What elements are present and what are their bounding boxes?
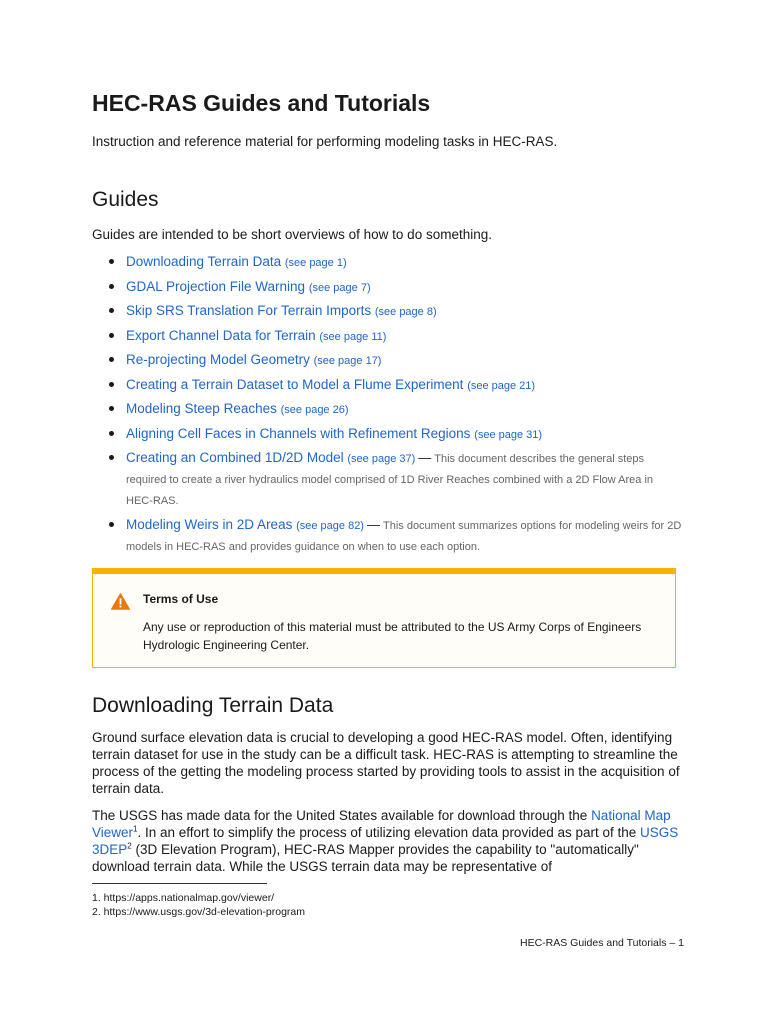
list-item (92, 277, 682, 298)
terms-title: Terms of Use (143, 592, 219, 606)
list-item (92, 375, 682, 396)
footnote: 2. https://www.usgs.gov/3d-elevation-program (92, 906, 306, 918)
list-item (92, 326, 682, 347)
page-ref-link[interactable]: (see page 31) (474, 428, 543, 441)
list-item (92, 399, 682, 420)
section-heading: Downloading Terrain Data (92, 694, 334, 717)
page-ref-link[interactable]: (see page 82) (296, 519, 364, 532)
bullet-icon (109, 308, 114, 313)
bullet-icon (109, 382, 114, 387)
warning-icon (111, 593, 130, 610)
guide-link[interactable]: Modeling Weirs in 2D Areas (126, 516, 293, 532)
bullet-icon (109, 431, 114, 436)
footnote-ref[interactable]: 1 (133, 824, 138, 834)
guide-link[interactable]: Downloading Terrain Data (126, 254, 282, 269)
bullet-icon (109, 333, 114, 338)
bullet-icon (109, 284, 114, 289)
list-item (92, 424, 682, 445)
paragraph: Ground surface elevation data is crucial to developing a good HEC-RAS model. Often, identifying terrain dataset for use in the study can be a difficult task. HEC-RAS is attempting to streamline the process of the getting the modeling process started by providing tools to assist in the acquisition of terrain data. (92, 730, 680, 796)
guides-heading: Guides (92, 188, 159, 211)
guide-link[interactable]: Creating a Terrain Dataset to Model a Flume Experiment (126, 376, 464, 392)
page-ref-link[interactable]: (see page 26) (280, 404, 349, 416)
list-item (92, 448, 682, 511)
page-ref-link[interactable]: (see page 1) (284, 257, 347, 269)
paragraph-text: The USGS has made data for the United States available for download through the (92, 808, 592, 823)
guide-link[interactable]: Export Channel Data for Terrain (126, 327, 316, 343)
guide-description: This document summarizes options for modeling weirs for 2D models in HEC-RAS and provides guidance on when to use each option. (126, 519, 682, 553)
list-item (92, 252, 682, 273)
page-ref-link[interactable]: (see page 7) (308, 281, 371, 294)
dash-separator: — (366, 516, 380, 532)
list-item (92, 515, 682, 557)
page-footer: HEC-RAS Guides and Tutorials – 1 (520, 937, 684, 949)
footnote-divider (92, 883, 267, 884)
footnote: 1. https://apps.nationalmap.gov/viewer/ (92, 892, 275, 904)
intro-text: Instruction and reference material for performing modeling tasks in HEC-RAS. (92, 134, 558, 149)
usgs-3dep-link[interactable]: USGS 3DEP (92, 825, 679, 857)
page-ref-link[interactable]: (see page 17) (313, 355, 382, 367)
terms-of-use-box (92, 568, 676, 668)
page-ref-link[interactable]: (see page 21) (467, 379, 536, 392)
page-title: HEC-RAS Guides and Tutorials (92, 90, 431, 116)
guide-link[interactable]: Skip SRS Translation For Terrain Imports (126, 303, 372, 318)
paragraph (92, 807, 682, 875)
page-ref-link[interactable]: (see page 37) (347, 453, 416, 465)
page-ref-link[interactable]: (see page 11) (319, 330, 387, 343)
bullet-icon (109, 522, 114, 527)
bullet-icon (109, 406, 114, 411)
footnote-ref[interactable]: 2 (127, 841, 132, 851)
national-map-viewer-link[interactable]: National Map Viewer (92, 808, 671, 840)
list-item (92, 350, 682, 371)
paragraph-text: (3D Elevation Program), HEC-RAS Mapper provides the capability to "automatically" download terrain data. While the USGS terrain data may be representative of (92, 842, 639, 874)
guide-link[interactable]: GDAL Projection File Warning (126, 278, 306, 294)
terms-body: Any use or reproduction of this material must be attributed to the US Army Corps of Engineers Hydrologic Engineering Center. (143, 620, 642, 652)
bullet-icon (109, 259, 114, 264)
guides-list (92, 252, 682, 560)
guide-description: This document describes the general steps required to create a river hydraulics model comprised of 1D River Reaches combined with a 2D Flow Area in HEC-RAS. (126, 453, 654, 507)
page-ref-link[interactable]: (see page 8) (374, 306, 437, 318)
guide-link[interactable]: Aligning Cell Faces in Channels with Refinement Regions (126, 425, 471, 441)
paragraph-text: . In an effort to simplify the process of utilizing elevation data provided as part of the (137, 825, 641, 840)
bullet-icon (109, 455, 114, 460)
guide-link[interactable]: Re-projecting Model Geometry (126, 352, 310, 367)
guide-link[interactable]: Modeling Steep Reaches (126, 401, 277, 416)
guides-description: Guides are intended to be short overviews of how to do something. (92, 227, 492, 242)
bullet-icon (109, 357, 114, 362)
guide-link[interactable]: Creating an Combined 1D/2D Model (126, 450, 344, 465)
dash-separator: — (418, 450, 432, 465)
list-item (92, 301, 682, 322)
